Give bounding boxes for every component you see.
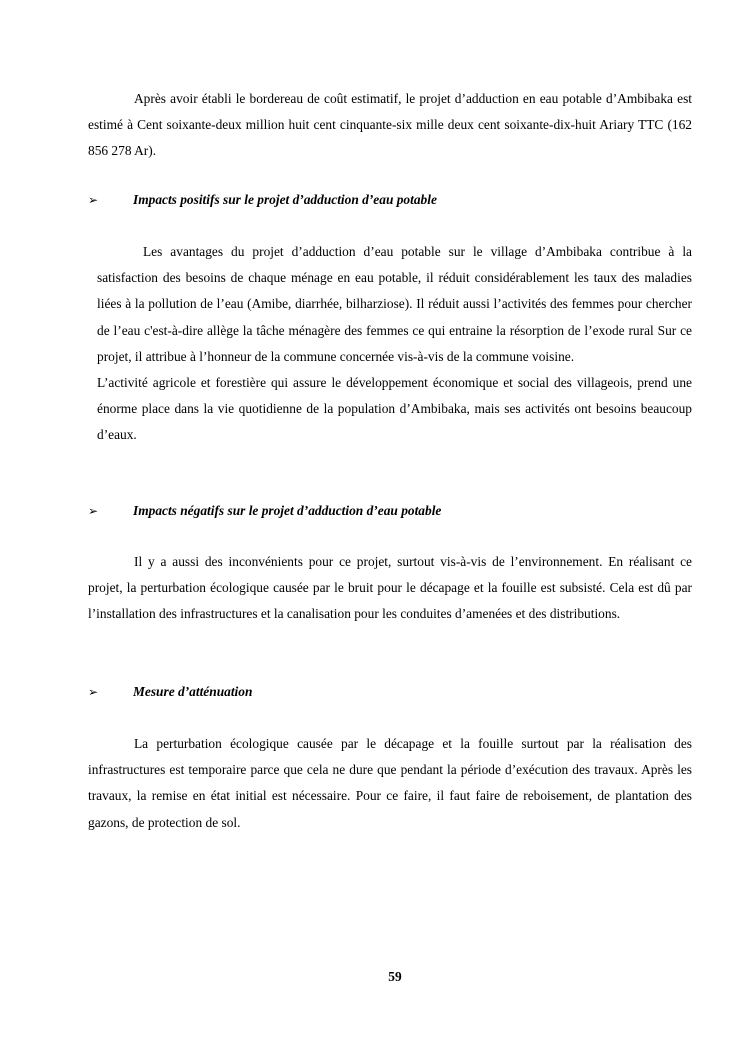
positive-impacts-paragraph: Les avantages du projet d’adduction d’eau potable sur le village d’Ambibaka contribue à la satisfaction des besoins de chaque ménage en eau potable, il réduit considérablement les taux des maladies liées à la pollution de l’eau (Amibe, diarrhée, bilharziose). Il réduit aussi l’activités des femmes pour chercher de l’eau c'est-à-dire allège la tâche ménagère des femmes ce qui entraine la résorption de l’exode rural Sur ce projet, il attribue à l’honneur de la commune concernée vis-à-vis de la commune voisine. <box>97 244 692 364</box>
heading-impacts-positifs <box>88 189 692 211</box>
positive-impacts-block <box>97 239 692 449</box>
intro-paragraph: Après avoir établi le bordereau de coût estimatif, le projet d’adduction en eau potable d’Ambibaka est estimé à Cent soixante-deux million huit cent cinquante-six mille deux cent soixante-dix-huit Ariary TTC (162 856 278 Ar). <box>88 91 692 159</box>
arrow-bullet-icon: ➢ <box>88 193 99 207</box>
agricultural-activity-paragraph: L’activité agricole et forestière qui assure le développement économique et social des villageois, prend une énorme place dans la vie quotidienne de la population d’Ambibaka, mais ses activités ont besoins beaucoup d’eaux. <box>97 375 692 443</box>
page-number: 59 <box>388 969 402 984</box>
arrow-bullet-icon: ➢ <box>88 685 99 699</box>
mitigation-paragraph: La perturbation écologique causée par le décapage et la fouille surtout par la réalisation des infrastructures est temporaire parce que cela ne dure que pendant la période d’exécution des travaux. Après les travaux, la remise en état initial est nécessaire. Pour ce faire, il faut faire de reboisement, de plantation des gazons, de protection de sol. <box>88 736 692 830</box>
heading-mesure-attenuation <box>88 681 692 703</box>
heading-impacts-negatifs <box>88 500 692 522</box>
negative-impacts-paragraph: Il y a aussi des inconvénients pour ce projet, surtout vis-à-vis de l’environnement. En réalisant ce projet, la perturbation écologique causée par le bruit pour le décapage et la fouille est subsisté. Cela est dû par l’installation des infrastructures et la canalisation pour les conduites d’amenées et des distributions. <box>88 554 692 622</box>
heading-text: Impacts positifs sur le projet d’adduction d’eau potable <box>133 192 437 207</box>
heading-text: Impacts négatifs sur le projet d’adduction d’eau potable <box>133 503 442 518</box>
heading-text: Mesure d’atténuation <box>133 684 253 699</box>
arrow-bullet-icon: ➢ <box>88 504 99 518</box>
